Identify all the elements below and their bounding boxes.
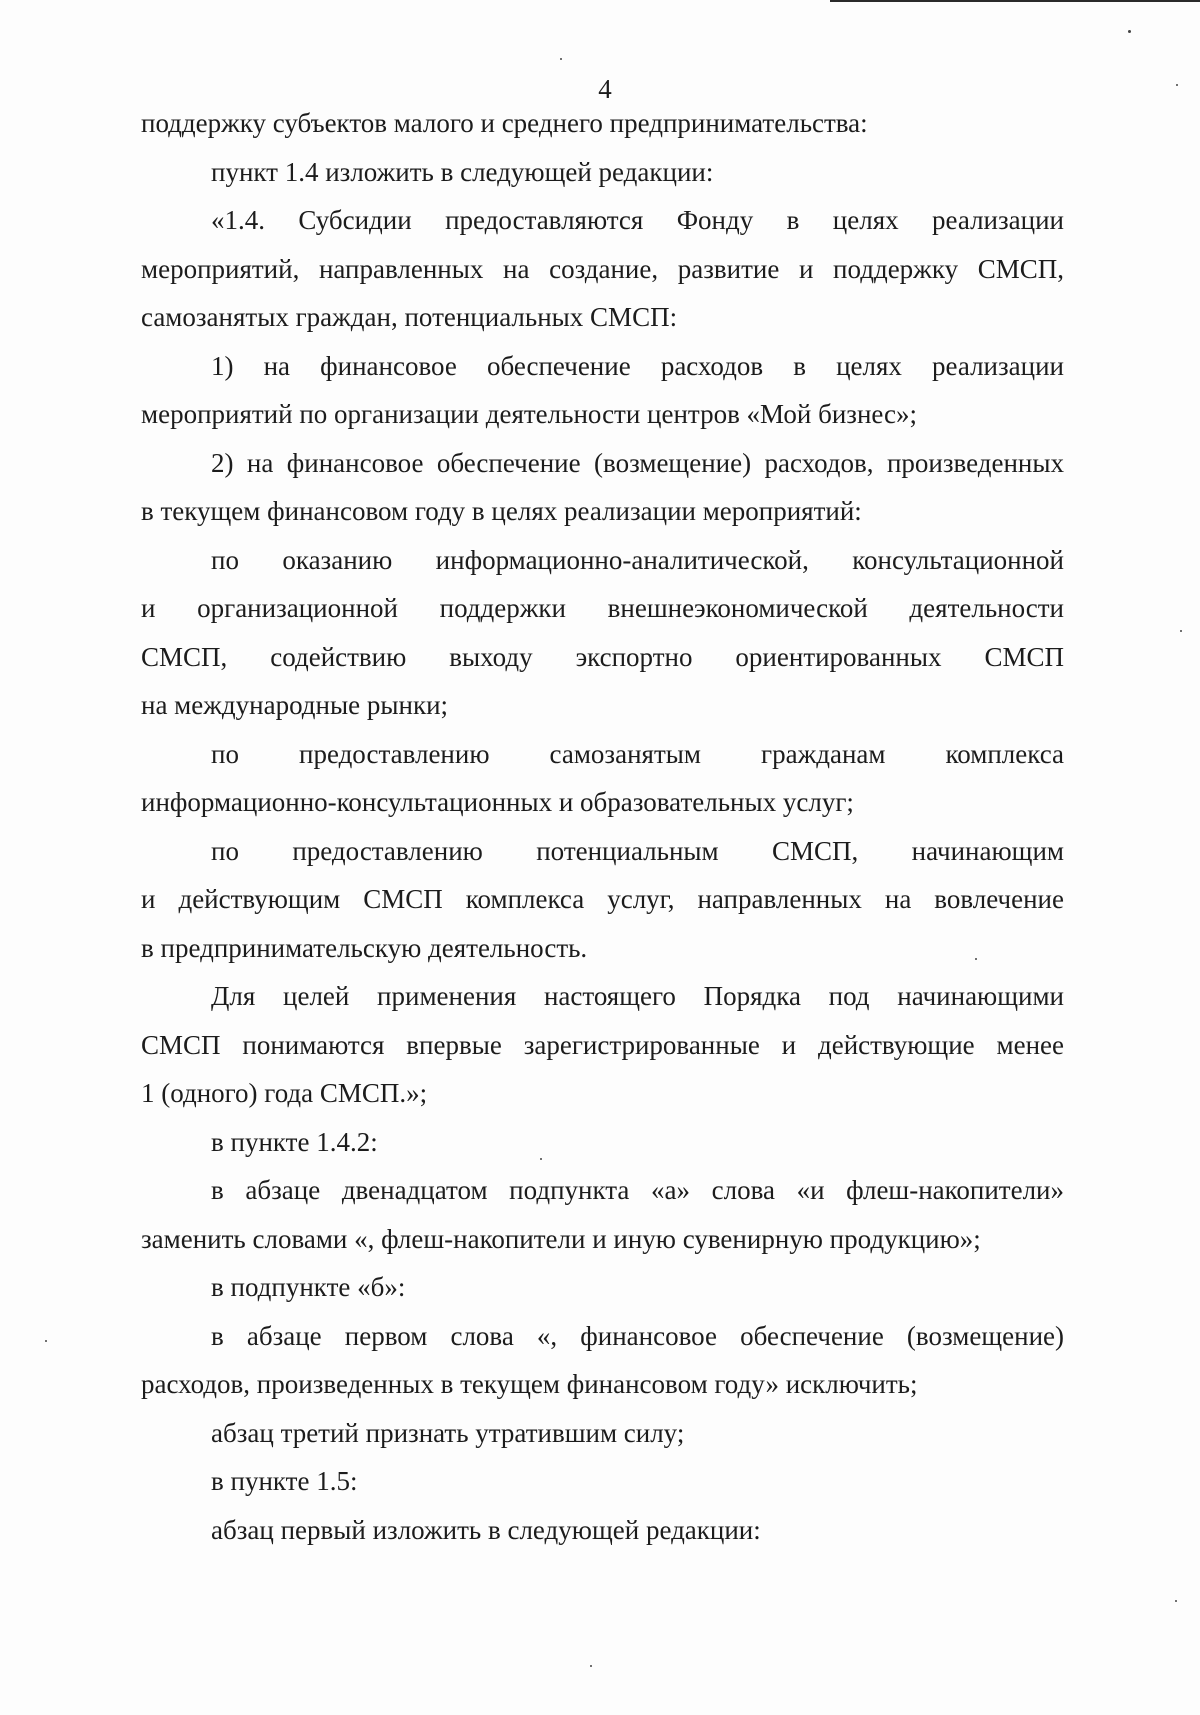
document-body bbox=[141, 99, 1064, 1554]
text-line: по предоставлению потенциальным СМСП, начинающим bbox=[211, 835, 1064, 866]
scan-edge-line bbox=[830, 0, 1200, 2]
scan-speck bbox=[975, 958, 977, 960]
text-line: 2) на финансовое обеспечение (возмещение) расходов, произведенных bbox=[211, 447, 1064, 478]
text-line: в подпункте «б»: bbox=[211, 1272, 406, 1302]
text-line: в пункте 1.5: bbox=[211, 1466, 358, 1496]
text-line: в абзаце двенадцатом подпункта «а» слова «и флеш-накопители» bbox=[211, 1175, 1064, 1205]
text-line: пункт 1.4 изложить в следующей редакции: bbox=[211, 156, 714, 187]
text-line: «1.4. Субсидии предоставляются Фонду в целях реализации bbox=[211, 205, 1064, 235]
text-line: абзац первый изложить в следующей редакции: bbox=[211, 1514, 761, 1545]
text-line: в абзаце первом слова «, финансовое обеспечение (возмещение) bbox=[211, 1320, 1064, 1351]
text-line: в текущем финансовом году в целях реализации мероприятий: bbox=[141, 496, 862, 526]
text-line: информационно-консультационных и образовательных услуг; bbox=[141, 787, 854, 817]
text-line: и организационной поддержки внешнеэкономической деятельности bbox=[141, 593, 1064, 623]
text-line: на международные рынки; bbox=[141, 690, 449, 720]
scan-speck bbox=[560, 58, 562, 60]
page-number: 4 bbox=[598, 74, 612, 104]
text-line: по оказанию информационно-аналитической, консультационной bbox=[211, 544, 1064, 575]
scan-speck bbox=[1128, 30, 1131, 33]
scan-speck bbox=[1176, 84, 1178, 86]
text-line: самозанятых граждан, потенциальных СМСП: bbox=[141, 302, 678, 332]
scan-speck bbox=[590, 1665, 592, 1667]
text-line: в предпринимательскую деятельность. bbox=[141, 932, 588, 963]
text-line: в пункте 1.4.2: bbox=[211, 1126, 378, 1157]
text-line: абзац третий признать утратившим силу; bbox=[211, 1417, 685, 1448]
text-line: Для целей применения настоящего Порядка под начинающими bbox=[211, 981, 1064, 1011]
scan-speck bbox=[1180, 630, 1182, 632]
text-line: по предоставлению самозанятым гражданам комплекса bbox=[211, 738, 1064, 769]
text-line: мероприятий, направленных на создание, развитие и поддержку СМСП, bbox=[141, 253, 1064, 284]
text-line: мероприятий по организации деятельности центров «Мой бизнес»; bbox=[141, 399, 918, 429]
text-line: расходов, произведенных в текущем финансовом году» исключить; bbox=[141, 1369, 918, 1399]
text-line: и действующим СМСП комплекса услуг, направленных на вовлечение bbox=[141, 884, 1064, 914]
text-line: СМСП понимаются впервые зарегистрированные и действующие менее bbox=[141, 1029, 1064, 1060]
text-line: 1 (одного) года СМСП.»; bbox=[141, 1078, 428, 1108]
text-line: 1) на финансовое обеспечение расходов в целях реализации bbox=[211, 350, 1064, 381]
scan-speck bbox=[540, 1158, 542, 1160]
text-line: СМСП, содействию выходу экспортно ориентированных СМСП bbox=[141, 641, 1064, 672]
text-line: поддержку субъектов малого и среднего предпринимательства: bbox=[141, 108, 868, 138]
scan-speck bbox=[45, 1340, 47, 1342]
text-line: заменить словами «, флеш-накопители и иную сувенирную продукцию»; bbox=[141, 1223, 981, 1254]
scan-speck bbox=[1175, 1600, 1177, 1602]
